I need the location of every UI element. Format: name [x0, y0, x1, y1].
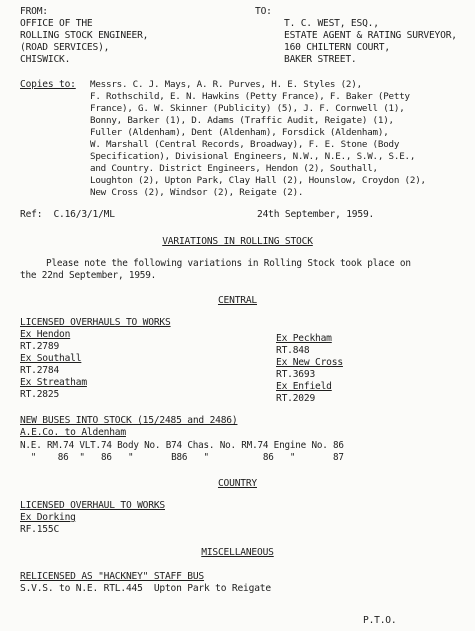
new-buses-heading: NEW BUSES INTO STOCK (15/2485 and 2486) [20, 415, 238, 426]
supplier-line: A.E.Co. to Aldenham [20, 427, 126, 438]
misc-line: S.V.S. to N.E. RTL.445 Upton Park to Reigate [20, 583, 271, 594]
vehicle-number: RT.848 [276, 345, 310, 356]
vehicle-number: RT.3693 [276, 369, 316, 380]
new-bus-row: N.E. RM.74 VLT.74 Body No. B74 Chas. No. RM.74 Engine No. 86 [20, 440, 344, 451]
from-line: OFFICE OF THE [20, 18, 93, 29]
depot-label: Ex New Cross [276, 357, 343, 368]
memo-title: VARIATIONS IN ROLLING STOCK [162, 236, 313, 247]
vehicle-number: RT.2029 [276, 393, 316, 404]
central-heading: CENTRAL [217, 295, 258, 306]
depot-label: Ex Peckham [276, 333, 332, 344]
intro-line: Please note the following variations in Rolling Stock took place on [46, 258, 411, 269]
from-line: CHISWICK. [20, 54, 71, 65]
pto-footer: P.T.O. [363, 615, 397, 626]
to-line: BAKER STREET. [284, 54, 357, 65]
central-overhauls-heading: LICENSED OVERHAULS TO WORKS [20, 317, 171, 328]
vehicle-number: RF.155C [20, 524, 60, 535]
to-line: T. C. WEST, ESQ., [284, 18, 379, 29]
depot-label: Ex Southall [20, 353, 82, 364]
memo-date: 24th September, 1959. [257, 209, 375, 220]
vehicle-number: RT.2784 [20, 365, 60, 376]
misc-heading: MISCELLANEOUS [201, 547, 274, 558]
copies-line: Bonny, Barker (1), D. Adams (Traffic Audit, Reigate) (1), [90, 115, 394, 126]
copies-label: Copies to: [20, 79, 76, 90]
copies-line: and Country. District Engineers, Hendon (2), Southall, [90, 163, 378, 174]
copies-line: F. Rothschild, E. N. Hawkins (Petty France), F. Baker (Petty [90, 91, 410, 102]
country-overhaul-heading: LICENSED OVERHAUL TO WORKS [20, 500, 165, 511]
copies-line: New Cross (2), Windsor (2), Reigate (2). [90, 187, 304, 198]
misc-subheading: RELICENSED AS "HACKNEY" STAFF BUS [20, 571, 205, 582]
copies-line: Loughton (2), Upton Park, Clay Hall (2), Hounslow, Croydon (2), [90, 175, 426, 186]
depot-label: Ex Streatham [20, 377, 87, 388]
vehicle-number: RT.2825 [20, 389, 60, 400]
copies-line: Messrs. C. J. Mays, A. R. Purves, H. E. Styles (2), [90, 79, 362, 90]
vehicle-number: RT.2789 [20, 341, 60, 352]
depot-label: Ex Dorking [20, 512, 76, 523]
new-bus-row: " 86 " 86 " B86 " 86 " 87 [20, 452, 344, 463]
intro-line: the 22nd September, 1959. [20, 270, 157, 281]
from-line: (ROAD SERVICES), [20, 42, 110, 53]
from-label: FROM: [20, 6, 48, 17]
depot-label: Ex Hendon [20, 329, 71, 340]
from-line: ROLLING STOCK ENGINEER, [20, 30, 149, 41]
country-heading: COUNTRY [217, 478, 258, 489]
copies-line: Fuller (Aldenham), Dent (Aldenham), Forsdick (Aldenham), [90, 127, 389, 138]
to-label: TO: [255, 6, 272, 17]
reference: Ref: C.16/3/1/ML [20, 209, 115, 220]
copies-line: France), G. W. Skinner (Publicity) (5), J. F. Cornwell (1), [90, 103, 405, 114]
to-line: 160 CHILTERN COURT, [284, 42, 390, 53]
depot-label: Ex Enfield [276, 381, 332, 392]
to-line: ESTATE AGENT & RATING SURVEYOR, [284, 30, 457, 41]
copies-line: W. Marshall (Central Records, Broadway), F. E. Stone (Body [90, 139, 400, 150]
copies-line: Specification), Divisional Engineers, N.W., N.E., S.W., S.E., [90, 151, 416, 162]
